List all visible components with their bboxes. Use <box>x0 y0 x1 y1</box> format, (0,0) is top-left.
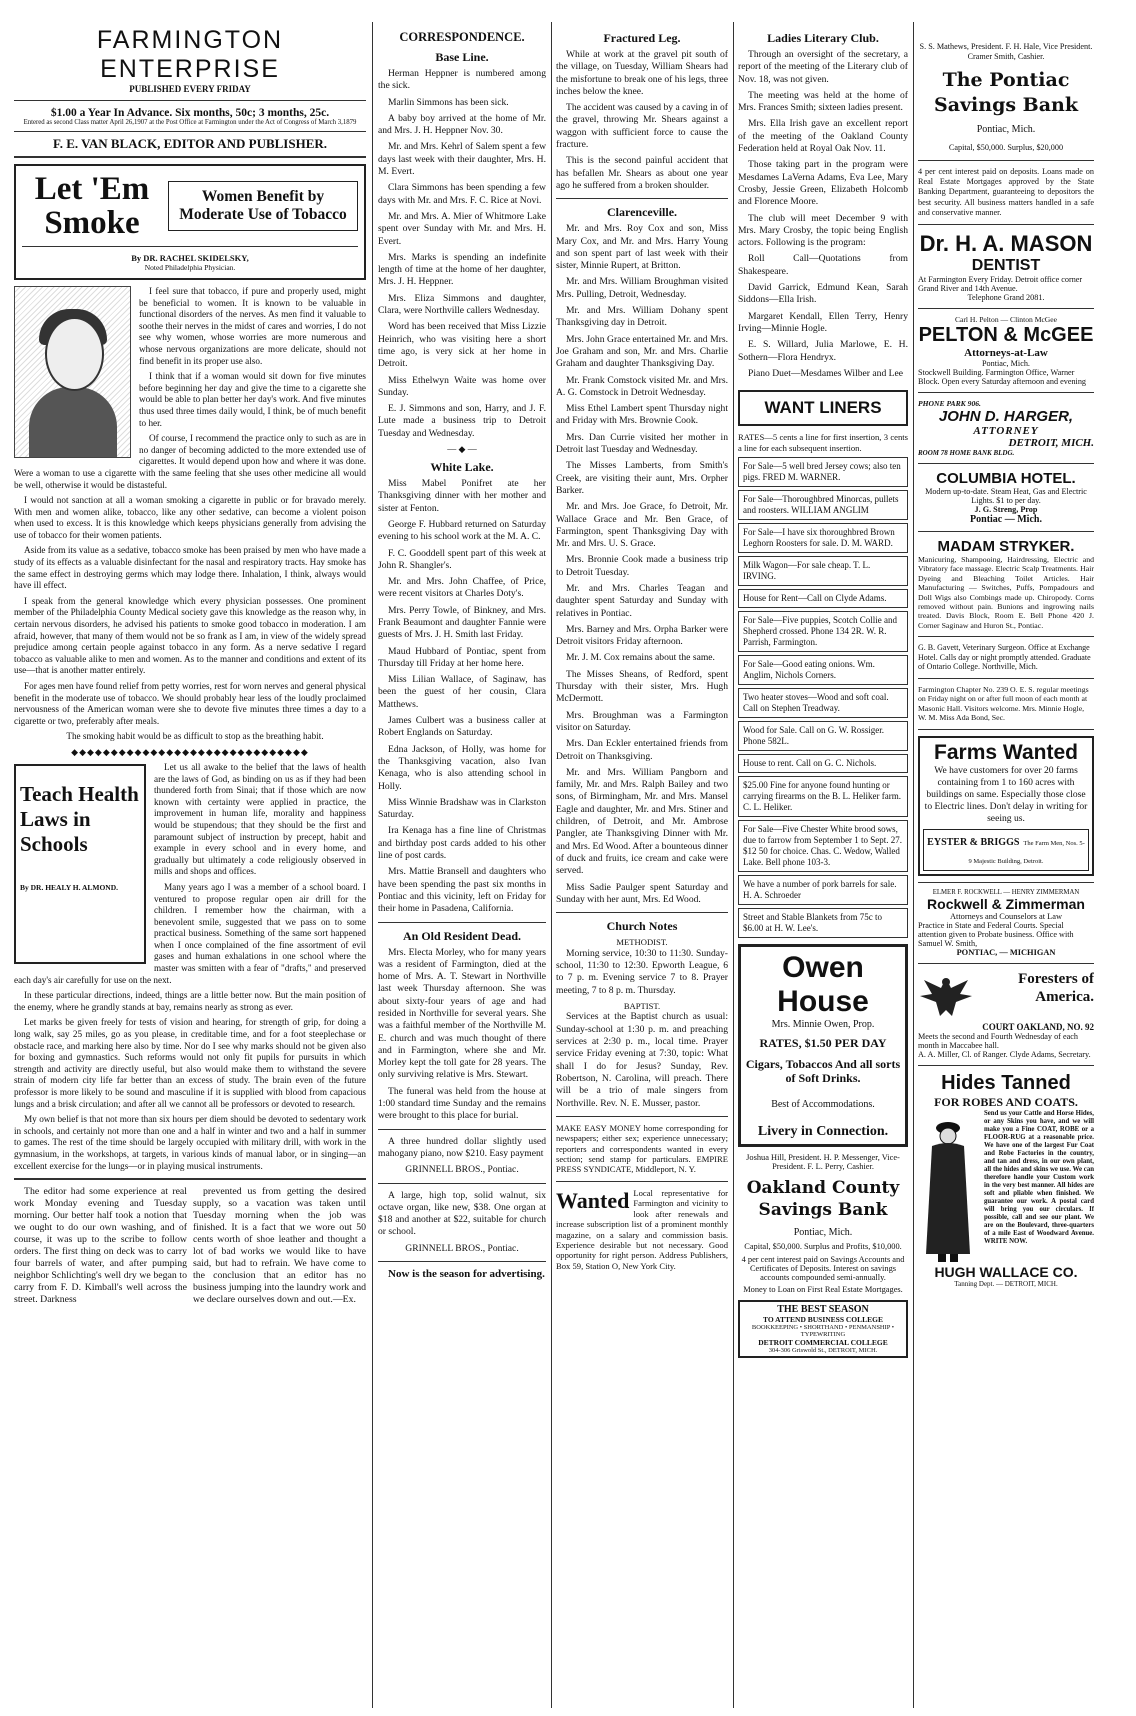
farms-firm: EYSTER & BRIGGS <box>927 836 1020 848</box>
masthead-published: PUBLISHED EVERY FRIDAY <box>129 84 251 94</box>
news-item: Mrs. Dan Currie visited her mother in Detroit last Tuesday and Wednesday. <box>556 431 728 456</box>
news-item: Mrs. Broughman was a Farmington visitor on Saturday. <box>556 709 728 733</box>
owen-house-ad <box>738 944 908 1147</box>
oakland-city: Pontiac, Mich. <box>793 1227 853 1239</box>
news-item: The club will meet December 9 with Mrs. Mary Crosby, the topic being English actors. Following is the program: <box>738 212 908 249</box>
wanted-text: Local representative for Farmington and vicinity to look after renewals and increase subscription list of a prominent monthly magazine, on a salary and commission basis. Experience desirable but not necessary. Good opportunity for right person. Address Publishers, Box 59, Station O, New York City. <box>556 1187 728 1271</box>
owen-rates: RATES, $1.50 PER DAY <box>759 1036 887 1051</box>
news-item: Mr. and Mrs. William Broughman visited Mrs. Pulling, Detroit, Wednesday. <box>556 276 728 300</box>
health-paragraph: Let marks be given freely for tests of vision and hearing, for strength of grip, for doing a long walk, say 25 miles, go as you please, in creditable time, and for a foot steeplechase or obstacle race, and marking here also by time. Nor do I see why marks should not be given also for boxing and gymnastics. Such reforms would not only fit pupils for pursuits in which strength and activity are directly useful, but also would make them to withstand the severe strain of modern city life far better than an excess of study. The brain even of the future professor is more likely to be sound and masculine if it is supplied with blood from capacious lungs and a brisk circulation; and after all we cannot all be professors or devoted to research. <box>14 1017 366 1109</box>
news-item: Mrs. Marks is spending an indefinite length of time at the home of her daughter, Mrs. J. H. Heppner. <box>378 251 546 288</box>
column-1 <box>14 26 366 1708</box>
want-liners-rates: RATES—5 cents a line for first insertion, 3 cents a line for each subsequent insertion. <box>738 432 908 453</box>
smoke-headline-box <box>14 164 366 280</box>
smoke-byline: By DR. RACHEL SKIDELSKY, <box>131 253 249 263</box>
hides-text: Send us your Cattle and Horse Hides, or any Skins you have, and we will make you a Fine COAT, ROBE or a FLOOR-RUG at a reasonable price. We have one of the largest Fur Coat and Robe Factories in the country, and tan and dress, in our own plant, all the hides and skins we use. We can therefore handle your Custom work in the very best manner. All hides are soft and pliable when finished. We guarantee our work. A postal card will bring you our circulars. If possible, call and see our plant. We are on the Boulevard, three-quarters of a mile East of Woodward Avenue. WRITE NOW. <box>984 1109 1094 1245</box>
hides-ad <box>918 1072 1094 1288</box>
smoke-paragraph: The smoking habit would be as difficult to stop as the breathing habit. <box>66 731 324 742</box>
rockwell-text: Practice in State and Federal Courts. Special attention given to Probate business. Office with Samuel W. Smith, <box>918 920 1074 948</box>
pontiac-bank-ad <box>918 42 1094 218</box>
masthead-entered: Entered as second Class matter April 26,1907 at the Post Office at Farmington under the Act of Congress of March 3,1879 <box>23 119 357 126</box>
column-rule <box>913 22 914 1708</box>
foresters-officers: A. A. Miller, Cl. of Ranger. Clyde Adams, Secretary. <box>918 1049 1091 1059</box>
pontiac-city: Pontiac, Mich. <box>976 124 1036 135</box>
news-item: The Misses Sheans, of Redford, spent Thursday with their sister, Mrs. Hugh McDermott. <box>556 668 728 705</box>
hides-firm-sub: Tanning Dept. — DETROIT, MICH. <box>954 1279 1058 1288</box>
chapter-notice: Farmington Chapter No. 239 O. E. S. regular meetings on Friday night on or after full moon of each month at Masonic Hall. Visitors welcome. Mrs. Minnie Hogle, W. M. Miss Ada Bond, Sec. <box>918 685 1089 723</box>
news-item: Miss Ethelwyn Waite was home over Sunday. <box>378 374 546 398</box>
column-5 <box>918 42 1094 1708</box>
farms-text: We have customers for over 20 farms containing from 1 to 160 acres with buildings on same. Especially those close to Electric lines. Don't delay in writing for seeing us. <box>924 764 1088 824</box>
news-item: Mr. J. M. Cox remains about the same. <box>566 652 715 664</box>
mason-name: Dr. H. A. MASON <box>919 231 1093 257</box>
stryker-ad <box>918 538 1094 630</box>
pelton-partners: Carl H. Pelton — Clinton McGee <box>954 315 1058 325</box>
want-liner-item: Street and Stable Blankets from 75c to $6.00 at H. W. Lee's. <box>738 908 908 938</box>
columbia-city: Pontiac — Mich. <box>970 514 1042 526</box>
wanted-ad <box>556 1188 728 1271</box>
news-item: Ira Kenaga has a fine line of Christmas and birthday post cards added to his other line of post cards. <box>378 825 546 862</box>
fractured-title: Fractured Leg. <box>603 31 681 45</box>
news-item: Marlin Simmons has been sick. <box>388 96 509 108</box>
news-item: Edna Jackson, of Holly, was home for the Thanksgiving vacation, also Ivan Kenaga, who is also attending school in Holly. <box>378 743 546 792</box>
news-item: Maud Hubbard of Pontiac, spent from Thursday till Friday at her home here. <box>378 645 546 669</box>
news-item: Word has been received that Miss Lizzie Heinrich, who was visiting here a short time ago, is very sick at her home in Detroit. <box>378 321 546 370</box>
mason-title: DENTIST <box>971 257 1041 275</box>
divider-ornament: — ◆ — <box>447 444 477 455</box>
masthead <box>14 26 366 158</box>
literary-title: Ladies Literary Club. <box>767 31 879 45</box>
hides-subtitle: FOR ROBES AND COATS. <box>934 1094 1078 1109</box>
pelton-text: Stockwell Building. Farmington Office, Warner Block. Open every Saturday afternoon and evening <box>918 368 1087 387</box>
pontiac-text: 4 per cent interest paid on deposits. Loans made on Real Estate Mortgages approved by the State Banking Department, guaranteeing to depositors the best security. All business matters handled in a safe and conservative manner. <box>918 167 1094 217</box>
news-item: Mrs. Eliza Simmons and daughter, Clara, were Northville callers Wednesday. <box>378 292 546 317</box>
foresters-ad <box>918 970 1094 1059</box>
news-item: Through an oversight of the secretary, a report of the meeting of the Literary club of Nov. 18, was not given. <box>738 49 908 85</box>
harger-name: JOHN D. HARGER, <box>938 408 1074 426</box>
pelton-title: Attorneys-at-Law <box>964 347 1048 360</box>
methodist-label: METHODIST. <box>616 937 668 948</box>
health-headline: Teach Health Laws in Schools <box>20 781 139 856</box>
want-liner-item: For Sale—Five Chester White brood sows, due to farrow from September 1 to Sept. 27. $12 50 for choice. Chas. C. Wedow, Walled Lake. Bell phone 103-3. <box>738 820 908 872</box>
advertise-note: Now is the season for advertising. <box>388 1268 545 1281</box>
college-school: DETROIT COMMERCIAL COLLEGE <box>758 1338 888 1348</box>
owen-livery: Livery in Connection. <box>757 1124 889 1140</box>
editorial-right: prevented us from getting the desired supply, so a vacation was taken until Tuesday morning when the job was finished. It is a fact that we wore out 50 cents worth of shoe leather and thought a lot of bad works we would like to have said, but had to refrain. We have come to the conclusion that an editor has no business jumping into the laundry work and we declare ourselves down and out.—Ex. <box>193 1186 366 1306</box>
column-rule <box>733 22 734 1708</box>
news-item: Miss Lilian Wallace, of Saginaw, has been the guest of her cousin, Clara Matthews. <box>378 674 546 710</box>
want-liner-item: For Sale—Five puppies, Scotch Collie and Shepherd crossed. Phone 134 2R. W. R. Parrish, Farmington. <box>738 611 908 652</box>
gavett-ad: G. B. Gavett, Veterinary Surgeon. Office at Exchange Hotel. Calls day or night promptly attended. Graduate of Ontario College. Northville, Mich. <box>918 643 1091 672</box>
news-item: Mrs. Perry Towle, of Binkney, and Mrs. Frank Beaumont and daughter Fannie were guests of Mrs. J. H. Smith last Friday. <box>378 604 546 641</box>
news-item: Mr. and Mrs. William Pangborn and family, Mr. and Mrs. Ralph Bailey and two sons, of Birmingham, Mr. and Mrs. Mansel Eagle and daughter, Mr. and Mrs. Stiner and children, of Detroit, and Mr. Ambrose Pangler, ate Thanksgiving Dinner with Mr. and Mrs. Ed Wood. After a bounteous dinner of duck and fruits, ice cream and cake were served. <box>556 766 728 877</box>
white-lake-title: White Lake. <box>430 460 494 475</box>
base-line-title: Base Line. <box>435 50 489 64</box>
news-item: The accident was caused by a caving in of the gravel, throwing Mr. Shears against a waggon with sufficient force to cause the fracture. <box>556 102 728 151</box>
health-paragraph: My own belief is that not more than six hours per diem should be devoted to sedentary work in schools, and certainly not more than one and a half in winter and two and a half in summer to games. The rest of the time should be largely occupied with military drill, with work in the gymnasium, in the workshops, at targets, in various kinds of manual labor, or in singing—an excellent exercise for the lungs—or in playing musical instruments. <box>14 1114 366 1171</box>
want-liner-item: We have a number of pork barrels for sale. H. A. Schroeder <box>738 875 908 905</box>
columbia-name: COLUMBIA HOTEL. <box>936 470 1076 488</box>
news-item: Those taking part in the program were Mesdames LaVerna Adams, Eva Lee, Mary Crosby, Jessie Green, Elizabeth Holcomb and Florence Moore. <box>738 159 908 208</box>
eagle-icon <box>918 970 974 1022</box>
news-item: James Culbert was a business caller at Robert Englands on Saturday. <box>378 715 546 739</box>
harger-room: ROOM 78 HOME BANK BLDG. <box>918 449 1015 458</box>
news-item: Mrs. Barney and Mrs. Orpha Barker were Detroit visitors Friday afternoon. <box>556 623 728 648</box>
news-item: This is the second painful accident that has befallen Mr. Shears as about one year ago he suffered from a broken shoulder. <box>556 155 728 191</box>
news-item: E. J. Simmons and son, Harry, and J. F. Lute made a business trip to Detroit Tuesday and Wednesday. <box>378 403 546 439</box>
news-item: Miss Sadie Paulger spent Saturday and Sunday with her aunt, Mrs. Ed Wood. <box>556 881 728 905</box>
news-item: George F. Hubbard returned on Saturday evening to his school work at the M. A. C. <box>378 518 546 543</box>
news-item: While at work at the gravel pit south of the village, on Tuesday, William Shears had the misfortune to break one of his legs, three inches below the knee. <box>556 49 728 97</box>
want-liner-item: Two heater stoves—Wood and soft coal. Call on Stephen Treadway. <box>738 688 908 718</box>
smoke-headline: Let 'Em Smoke <box>34 171 150 241</box>
oakland-text: 4 per cent interest paid on Savings Accounts and Certificates of Deposits. Interest on savings accounts compounded semi-annually. <box>741 1255 905 1283</box>
farms-firm-sub: The Farm Men, Nos. 5-9 Majestic Building, Detroit. <box>968 839 1085 865</box>
news-item: Mrs. John Grace entertained Mr. and Mrs. Joe Graham and son, Mr. and Mrs. Charlie Graham and daughter Thanksgiving Day. <box>556 333 728 370</box>
news-item: Mr. and Mrs. Kehrl of Salem spent a few days last week with their daughter, Mrs. H. M. Evert. <box>378 141 546 178</box>
college-name: TO ATTEND BUSINESS COLLEGE <box>763 1315 883 1325</box>
news-item: Miss Winnie Bradshaw was in Clarkston Saturday. <box>378 796 546 821</box>
news-item: Mr. Frank Comstock visited Mr. and Mrs. A. G. Comstock in Detroit Wednesday. <box>556 374 728 398</box>
owen-accommodation: Best of Accommodations. <box>771 1099 875 1111</box>
harger-title: ATTORNEY <box>973 425 1039 438</box>
college-ad <box>738 1300 908 1358</box>
news-item: Miss Ethel Lambert spent Thursday night and Friday with Mrs. Brownie Cook. <box>556 403 728 427</box>
hides-title: Hides Tanned <box>941 1071 1071 1094</box>
baptist-text: Services at the Baptist church as usual: Sunday-school at 1:30 p. m. and preaching services at 2:30 p. m., local time. Prayer service Friday evening at 7:30, topic: What shall I do for Jesus? Sunday, Rev. Robertson, N. Carolina, will preach. There will be a trio of male singers from Northville. Rev. N. E. Musser, pastor. <box>556 1011 728 1109</box>
correspondence-heading: CORRESPONDENCE. <box>399 30 525 44</box>
foresters-court: COURT OAKLAND, NO. 92 <box>982 1021 1094 1032</box>
editorial-left: The editor had some experience at real work Monday evening and Tuesday morning. Our better half took a notion that we ought to do our own washing, and of course, it was up to the scribe to follow orders. The first thing on deck was to carry four barrels of water, and after pumping neighbor Schlichting's well dry we began to carry from F. D. Kimball's well across the street. Darkness <box>14 1186 187 1306</box>
oakland-officers: Joshua Hill, President. H. P. Messenger, Vice-President. F. L. Perry, Cashier. <box>746 1153 900 1172</box>
column-3 <box>556 22 728 1708</box>
want-liner-item: Wood for Sale. Call on G. W. Rossiger. Phone 582L. <box>738 721 908 751</box>
news-item: The meeting was held at the home of Mrs. Frances Smith; sixteen ladies present. <box>738 89 908 114</box>
want-liner-item: For Sale—Good eating onions. Wm. Anglim, Nichols Corners. <box>738 655 908 685</box>
piano-ad: A three hundred dollar slightly used mahogany piano, now $210. Easy payment <box>378 1135 546 1159</box>
owen-name: Owen House <box>777 951 869 1019</box>
news-item: The Misses Lamberts, from Smith's Creek, are visiting their aunt, Mrs. Orpher Barker. <box>556 460 728 496</box>
mason-ad <box>918 231 1094 302</box>
piano-firm: GRINNELL BROS., Pontiac. <box>405 1164 519 1176</box>
pontiac-capital: Capital, $50,000. Surplus, $20,000 <box>948 143 1064 152</box>
program-line: David Garrick, Edmund Kean, Sarah Siddons—Ella Irish. <box>738 282 908 306</box>
news-item: Mrs. Bronnie Cook made a business trip to Detroit Tuesday. <box>556 554 728 578</box>
want-liner-item: House to rent. Call on G. C. Nichols. <box>738 754 908 773</box>
news-item: Mr. and Mrs. John Chaffee, of Price, were recent visitors at Charles Doty's. <box>378 576 546 600</box>
column-rule <box>551 22 552 1708</box>
harger-city: DETROIT, MICH. <box>1008 437 1094 450</box>
pontiac-name: The Pontiac Savings Bank <box>933 69 1079 116</box>
pelton-city: Pontiac, Mich. <box>982 359 1030 369</box>
wanted-word: Wanted <box>556 1187 630 1213</box>
pelton-name: PELTON & McGEE <box>918 324 1094 347</box>
want-liners-box <box>738 390 908 426</box>
news-item: Mr. and Mrs. Charles Teagan and daughter spent Saturday and Sunday with relatives in Pontiac. <box>556 582 728 619</box>
rockwell-name: Rockwell & Zimmerman <box>927 895 1085 912</box>
news-item: Mr. and Mrs. A. Mier of Whitmore Lake spent over Sunday with Mr. and Mrs. H. Evert. <box>378 210 546 247</box>
news-item: Mrs. Mattie Bransell and daughters who have been spending the past six months in Pontiac and this vicinity, left on Friday for their home in Pasadena, California. <box>378 866 546 915</box>
money-ad: MAKE EASY MONEY home corresponding for newspapers; either sex; experience unnecessary; reporters and correspondents wanted in every section; send stamp for particulars. EMPIRE PRESS SYNDICATE, Middleport, N. Y. <box>556 1122 728 1175</box>
news-item: Mr. and Mrs. William Dohany spent Thanksgiving day in Detroit. <box>556 305 728 329</box>
news-item: Mr. and Mrs. Roy Cox and son, Miss Mary Cox, and Mr. and Mrs. Harry Young and son spent part of last week with their sister, Minnie Rupert, at Britton. <box>556 223 728 272</box>
news-item: Mrs. Ella Irish gave an excellent report of the meeting of the Oakland County Federation held at Royal Oak Nov. 11. <box>738 118 908 155</box>
smoke-paragraph: I feel sure that tobacco, if pure and properly used, might be beneficial to women. It is known to be valuable in functional disorders of the nerves. As men find it valuable to soothe their nerves in the midst of cares and worries, I do not see why women, whose worries are more numerous and whose nervous organizations are more delicate, should not find benefit in its proper use also. <box>139 286 366 366</box>
harger-ad <box>918 399 1094 457</box>
old-resident-title: An Old Resident Dead. <box>402 928 521 943</box>
organ-firm: GRINNELL BROS., Pontiac. <box>405 1242 519 1254</box>
health-byline: By DR. HEALY H. ALMOND. <box>20 882 118 892</box>
news-item: Miss Mabel Ponifret ate her Thanksgiving dinner with her mother and sister at Fenton. <box>378 478 546 514</box>
harger-phone: PHONE PARK 906. <box>918 399 981 409</box>
owen-prop: Mrs. Minnie Owen, Prop. <box>771 1019 875 1031</box>
college-courses: BOOKKEEPING • SHORTHAND • PENMANSHIP • TYPEWRITING <box>751 1324 895 1339</box>
oakland-capital: Capital, $50,000. Surplus and Profits, $10,000. <box>744 1242 902 1252</box>
oakland-loans: Money to Loan on First Real Estate Mortgages. <box>743 1285 903 1295</box>
smoke-paragraph: I speak from the general knowledge which every physician possesses. One prominent member of the Philadelphia County Medical society gave this knowledge as the reason why, in certain nervous disorders, he advised his patients to smoke good tobacco in moderation. I am afraid, however, that many of them would not be so frank as I am, in view of the widely spread prejudice among certain people against tobacco in any form. As a nerve sedative I regard tobacco as valuable alike to men and women. As to the manner and conditions and extent of its use—that is another matter entirely. <box>14 595 366 676</box>
smoke-byline-sub: Noted Philadelphia Physician. <box>144 263 236 272</box>
smoke-subhead: Women Benefit by Moderate Use of Tobacco <box>168 181 358 231</box>
smoke-paragraph: I think that if a woman would sit down for five minutes before beginning her day and give the time to a cigarette she would be able to plan better her day's work. And five minutes thus used three times daily would, I think, be of much benefit to her. <box>139 371 366 428</box>
want-liner-item: House for Rent—Call on Clyde Adams. <box>738 589 908 608</box>
health-paragraph: Let us all awake to the belief that the laws of health are the laws of God, as binding on us as if they had been thundered forth from Sinai; that if those which are now known with certainty were applied in practice, the improvement in human life, morality and happiness would be stupendous; that they should be the first and paramount subject of instruction by precept, habit and example in every school and in every home, and gradually but ultimately a code religiously observed in mills and shops and offices. <box>154 761 366 877</box>
program-line: Margaret Kendall, Ellen Terry, Henry Irving—Minnie Hogle. <box>738 310 908 334</box>
rockwell-title: Attorneys and Counselors at Law <box>949 911 1063 921</box>
news-item: The funeral was held from the house at 1:00 standard time Sunday and the remains were brought to this place for burial. <box>378 1085 546 1122</box>
stryker-text: Manicuring, Shampooing, Hairdressing, Electric and Vibratory face massage. Electric Scalp Treatments. Hair Dyeing and Bleaching Toilet Articles. Hair Manufacturing — Switches, Puffs, Pompadours and Doll Wigs also Combings made up. Chiropody. Corns removed without pain. Bunions and ingrowing nails treated. Davis Block, Room E. Bell Phone 420 J. Corner Saginaw and Huron St., Pontiac. <box>918 555 1094 630</box>
church-title: Church Notes <box>606 919 678 934</box>
column-4 <box>738 22 908 1708</box>
health-headline-box <box>14 764 146 964</box>
college-title: THE BEST SEASON <box>777 1304 869 1316</box>
column-rule <box>372 22 373 1708</box>
pontiac-officers: S. S. Mathews, President. F. H. Hale, Vice President. Cramer Smith, Cashier. <box>919 42 1093 61</box>
smoke-paragraph: I would not sanction at all a woman smoking a cigarette in public or for bravado merely. With men and women alike, tobacco, like any other sedative, can become a violent poison when used to excess. It is this knowledge which keeps physicians generally from advising the use of tobacco for their women patients. <box>14 495 366 540</box>
news-item: F. C. Gooddell spent part of this week at John R. Shangler's. <box>378 547 546 571</box>
smoke-paragraph: For ages men have found relief from petty worries, rest for worn nerves and general physical benefit in the moderate use of tobacco. We should probably hear less of the loudly proclaimed nervousness of the American woman were she to devote five minutes three times a day to a cigarette or two, preferably after meals. <box>14 681 366 726</box>
organ-ad: A large, high top, solid walnut, six octave organ, like new, $38. One organ at $18 and another at $22, suitable for church or school. <box>378 1189 546 1238</box>
mason-text: At Farmington Every Friday. Detroit office corner Grand River and 14th Avenue. <box>918 275 1083 294</box>
want-liners-title: WANT LINERS <box>764 398 882 418</box>
column-2 <box>378 22 546 1708</box>
news-item: Mrs. Electa Morley, who for many years was a resident of Farmington, died at the home of Mrs. A. T. Stewart in Northville last week Thursday afternoon. She was about sixty-four years of age and had resided in Northville for several years. She was a faithful member of the Northville M. E. church and was much thought of there and in Farmington, where she and Mr. Morley kept the toll gate for 28 years. The only surviving relative is Mrs. Stewart. <box>378 946 546 1081</box>
want-liner-item: For Sale—Thoroughbred Minorcas, pullets and roosters. WILLIAM ANGLIM <box>738 490 908 520</box>
program-line: E. S. Willard, Julia Marlowe, E. H. Sothern—Flora Hendryx. <box>738 339 908 363</box>
foresters-text: Meets the second and Fourth Wednesday of each month in Maccabee hall. <box>918 1031 1078 1050</box>
want-liner-item: Milk Wagon—For sale cheap. T. L. IRVING. <box>738 556 908 586</box>
masthead-price: $1.00 a Year In Advance. Six months, 50c; 3 months, 25c. <box>50 107 330 119</box>
foresters-name: Foresters of America. <box>1018 970 1094 1005</box>
news-item: A baby boy arrived at the home of Mr. and Mrs. J. H. Heppner Nov. 30. <box>378 112 546 137</box>
rockwell-ad <box>918 889 1094 957</box>
columbia-ad <box>918 470 1094 525</box>
owen-cigars: Cigars, Tobaccos And all sorts of Soft Drinks. <box>745 1057 901 1086</box>
portrait-image <box>14 286 131 458</box>
smoke-paragraph: Of course, I recommend the practice only to such as are in no danger of becoming addicted to the more extended use of cigarettes. It would depend upon how and where it was done. Were a woman to use a cigarette with the same feeling that she uses other medicine all would be well, otherwise it would be distasteful. <box>14 433 366 490</box>
news-item: Mr. and Mrs. Joe Grace, fo Detroit, Mr. Wallace Grace and Mr. Ben Grace, of Farmington, spent Thanksgiving Day with Mr. and Mrs. U. S. Grace. <box>556 501 728 550</box>
columbia-prop: J. G. Streng, Prop <box>974 505 1038 515</box>
news-item: Herman Heppner is numbered among the sick. <box>378 68 546 92</box>
farms-ad <box>918 736 1094 876</box>
news-item: Clara Simmons has been spending a few days with Mr. and Mrs. F. C. Rice at Novi. <box>378 182 546 206</box>
masthead-title: FARMINGTON ENTERPRISE <box>96 26 284 83</box>
college-address: 304-306 Griswold St., DETROIT, MICH. <box>768 1347 878 1355</box>
farms-title: Farms Wanted <box>934 740 1078 764</box>
program-line: Piano Duet—Mesdames Wilber and Lee <box>748 367 904 379</box>
oakland-name: Oakland County Savings Bank <box>746 1178 900 1221</box>
divider-stars: ◆◆◆◆◆◆◆◆◆◆◆◆◆◆◆◆◆◆◆◆◆◆◆◆◆◆◆◆◆◆ <box>71 746 309 757</box>
man-in-fur-coat-icon <box>918 1114 978 1264</box>
oakland-bank-ad <box>738 1153 908 1294</box>
methodist-text: Morning service, 10:30 to 11:30. Sunday-school, 11:30 to 12:30. Epworth League, 6 to 7 p. m. Evening service 7 to 8. Prayer meeting, 7 to 8 p. m. Thursday. <box>556 947 728 996</box>
mason-phone: Telephone Grand 2081. <box>967 293 1045 303</box>
program-line: Roll Call—Quotations from Shakespeare. <box>738 253 908 277</box>
clarenceville-title: Clarenceville. <box>606 205 678 220</box>
columbia-text: Modern up-to-date. Steam Heat, Gas and Electric Lights. $1 to per day. <box>925 487 1087 506</box>
want-liner-item: For Sale—5 well bred Jersey cows; also ten pigs. FRED M. WARNER. <box>738 457 908 487</box>
smoke-paragraph: Aside from its value as a sedative, tobacco smoke has been praised by men who have made a study of its effects as a valuable disinfectant for the nasal and respiratory tracts. Hay smoke has the same effect in destroying germs which may lodge there. Inhalation, I think, always would have ill effect. <box>14 545 366 591</box>
rockwell-partners: ELMER F. ROCKWELL — HENRY ZIMMERMAN <box>932 888 1080 896</box>
baptist-label: BAPTIST. <box>623 1000 661 1011</box>
hides-firm: HUGH WALLACE CO. <box>934 1263 1078 1280</box>
stryker-name: MADAM STRYKER. <box>937 538 1075 556</box>
want-liner-item: For Sale—I have six thoroughbred Brown Leghorn Roosters for sale. D. M. WARD. <box>738 523 908 553</box>
masthead-editor: F. E. VAN BLACK, EDITOR AND PUBLISHER. <box>52 136 328 151</box>
health-paragraph: Many years ago I was a member of a school board. I ventured to propose regular open air drill for the children. I remember how the chairman, with a benevolent smile, suggested that we pass on to some practical business. Something of the same sort happened when I once complained of the fine assortment of evil gases and human exhalations in one school where the master was smitten with a fear of "drafts," and preserved each day's air carefully for use on the next. <box>14 881 366 985</box>
pelton-ad <box>918 315 1094 386</box>
rockwell-city: PONTIAC, — MICHIGAN <box>956 947 1056 957</box>
news-item: Mrs. Dan Eckler entertained friends from Detroit on Thanksgiving. <box>556 738 728 762</box>
health-paragraph: In these particular directions, indeed, things are a little better now. But the main position of the enemy, where he grandly stands at bay, remains nearly as strong as ever. <box>14 990 366 1012</box>
want-liner-item: $25.00 Fine for anyone found hunting or carrying firearms on the B. L. Heliker farm. C. L. Heliker. <box>738 776 908 817</box>
